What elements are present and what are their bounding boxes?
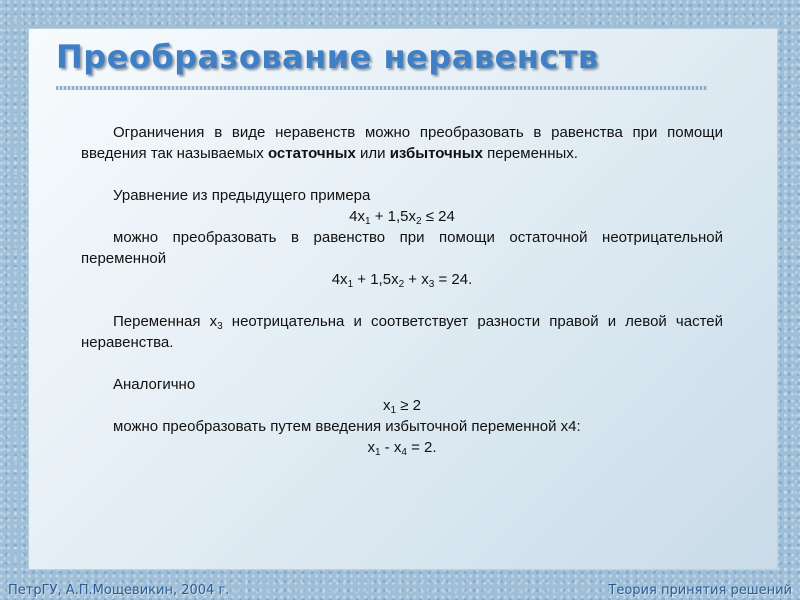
formula-equality	[81, 269, 723, 290]
text-span: или	[355, 145, 390, 162]
spacer	[81, 164, 723, 185]
paragraph-convert: можно преобразовать в равенство при помощи остаточной неотрицательной переменной	[81, 229, 723, 267]
slide-title: Преобразование неравенств	[56, 38, 599, 76]
formula-equality-2	[81, 437, 723, 458]
formula-part: = 2.	[406, 439, 437, 456]
paragraph-similarly: Аналогично	[113, 376, 196, 393]
paragraph-surplus: можно преобразовать путем введения избыточной переменной x4:	[113, 418, 581, 435]
footer-course: Теория принятия решений	[608, 583, 792, 598]
text-span: неотрицательна и соответствует разности правой и левой частей неравенства.	[81, 313, 723, 351]
title-divider	[56, 86, 708, 90]
paragraph-slack-variable	[81, 311, 723, 353]
formula-part: + 1,5x	[370, 208, 417, 225]
subscript: 1	[374, 447, 381, 458]
formula-part: + x	[404, 271, 429, 288]
text-span: Ограничения в виде неравенств можно преобразовать в равенства при помощи введения так называемых	[81, 124, 723, 162]
formula-part: x	[367, 439, 375, 456]
subscript: 1	[365, 216, 371, 227]
subscript: 3	[428, 279, 435, 290]
formula-part: + 1,5x	[353, 271, 399, 288]
formula-inequality	[81, 206, 723, 227]
formula-part: x	[383, 397, 391, 414]
text-span: Переменная x	[113, 313, 218, 330]
subscript: 1	[347, 279, 354, 290]
formula-part: 4x	[331, 271, 348, 288]
formula-part: = 24.	[434, 271, 473, 288]
subscript: 4	[401, 447, 407, 458]
formula-part: 4x	[349, 208, 365, 225]
paragraph-intro	[81, 122, 723, 164]
subscript: 2	[398, 279, 405, 290]
bold-term-excess: избыточных	[389, 145, 483, 162]
spacer	[81, 353, 723, 374]
formula-part: ≤ 24	[421, 208, 455, 225]
paragraph-example-intro: Уравнение из предыдущего примера	[113, 187, 371, 204]
slide-content	[81, 122, 723, 458]
text-span: переменных.	[482, 145, 578, 162]
formula-part: ≥ 2	[396, 397, 421, 414]
subscript: 2	[416, 216, 422, 227]
spacer	[81, 290, 723, 311]
formula-inequality-2	[81, 395, 723, 416]
subscript: 1	[390, 405, 397, 416]
formula-part: - x	[380, 439, 402, 456]
footer-author: ПетрГУ, А.П.Мощевикин, 2004 г.	[8, 583, 230, 598]
subscript: 3	[217, 321, 223, 332]
bold-term-residual: остаточных	[267, 145, 356, 162]
